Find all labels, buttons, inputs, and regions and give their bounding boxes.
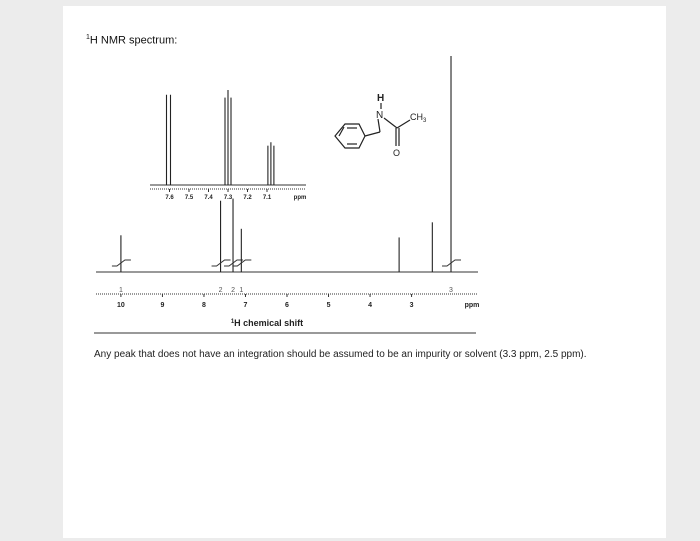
x-tick-label: 5: [326, 302, 331, 309]
x-axis-title: [231, 318, 303, 328]
instruction-note: Any peak that does not have an integration should be assumed to be an impurity or solvent (3.3 ppm, 2.5 ppm).: [94, 349, 587, 360]
x-unit-label: ppm: [464, 302, 480, 309]
main-spectrum: [96, 56, 479, 328]
methyl-ch: CH: [410, 112, 423, 122]
x-tick-label: 7.4: [204, 195, 213, 201]
x-tick-label: 4: [368, 302, 372, 309]
x-tick-label: 9: [160, 302, 165, 309]
x-tick-label: 7.3: [223, 195, 233, 201]
x-tick-label: 7.1: [262, 195, 272, 201]
oxygen-label: O: [393, 148, 401, 158]
x-tick-label: 10: [117, 302, 125, 309]
nitrogen-label: N: [376, 110, 384, 121]
x-tick-label: 7.6: [165, 195, 174, 201]
ring-to-carbonyl-bond: [365, 132, 380, 136]
integration-value: 1: [239, 287, 244, 294]
hydrogen-label: H: [377, 93, 385, 104]
x-tick-label: 3: [409, 302, 414, 309]
x-unit-label: ppm: [293, 195, 307, 201]
x-axis-title-text: H chemical shift: [234, 318, 304, 328]
title-text: H NMR spectrum:: [89, 34, 178, 47]
x-tick-label: 7.5: [184, 195, 194, 201]
x-tick-label: 7.2: [243, 195, 252, 201]
integration-value: 2: [218, 287, 223, 294]
n-methylbenzamide-structure: [335, 93, 427, 158]
n-to-carbonyl-bond: [384, 118, 397, 128]
integration-value: 1: [118, 287, 123, 294]
aromatic-inset-spectrum: [150, 90, 306, 201]
x-axis-title-superscript: 1: [230, 319, 235, 325]
integration-value: 3: [449, 287, 453, 294]
x-tick-label: 8: [202, 302, 206, 309]
n-to-methyl-bond: [397, 120, 410, 128]
title-superscript: 1: [86, 34, 90, 41]
x-tick-label: 7: [243, 302, 248, 309]
methyl-subscript: 3: [423, 118, 427, 124]
methyl-label: [410, 112, 427, 124]
integration-value: 2: [231, 287, 235, 294]
x-tick-label: 6: [285, 302, 289, 309]
